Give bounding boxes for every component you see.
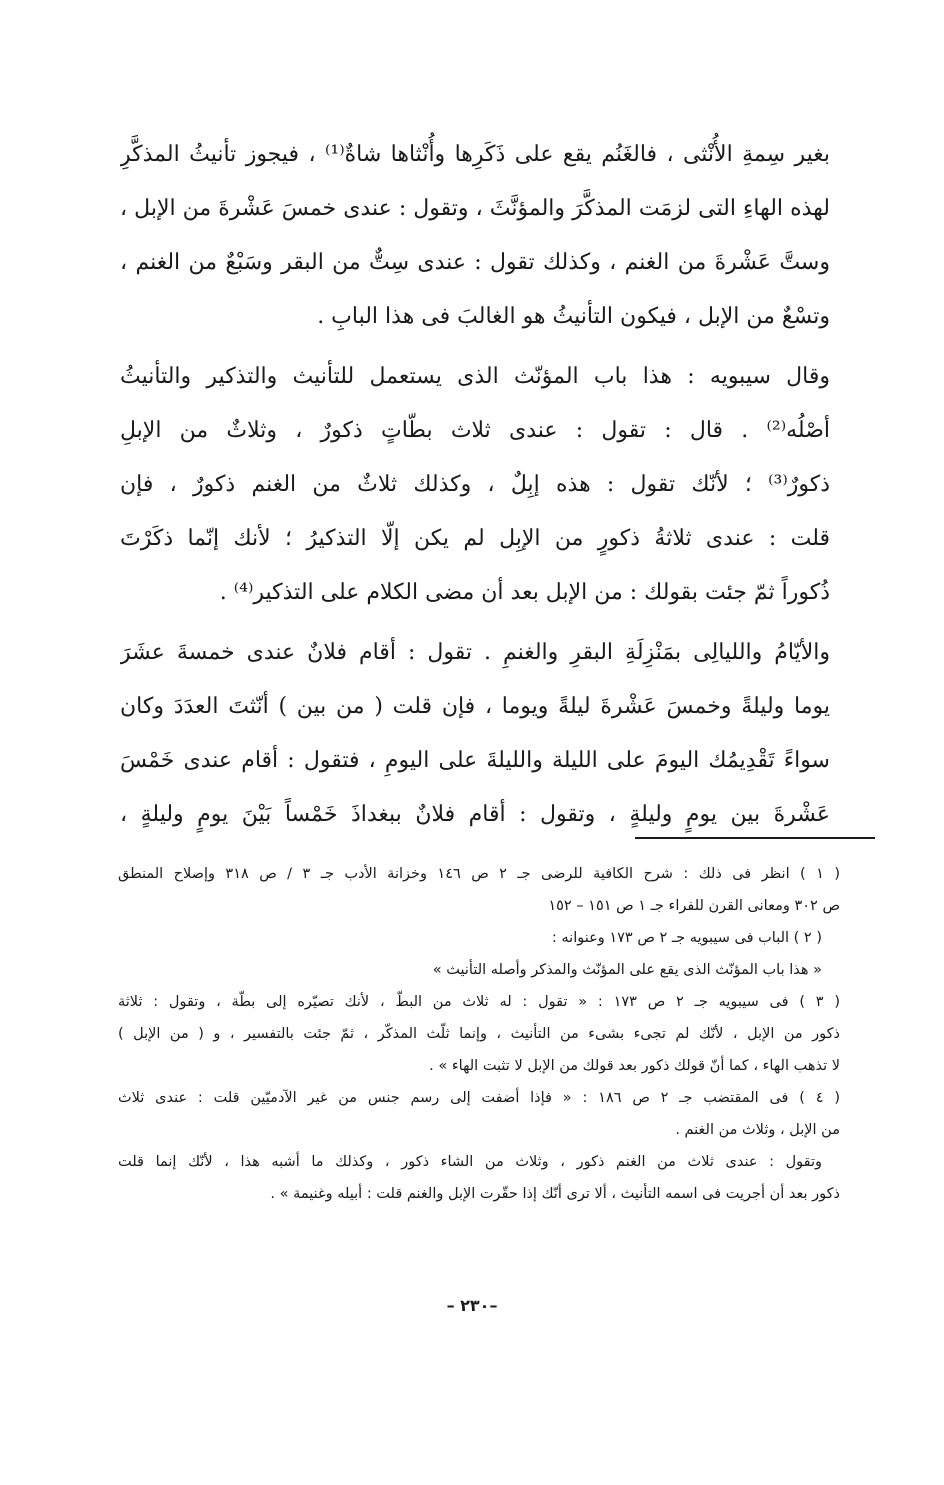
- text-line: وستَّ عَشْرةَ من الغنم ، وكذلك تقول : عندى سِتٌّ من البقر وسَبْعٌ من الغنم ،: [120, 250, 830, 275]
- text-line: عَشْرةَ بين يومٍ وليلةٍ ، وتقول : أقام فلانٌ ببغداذَ خَمْساً بَيْنَ يومٍ وليلةٍ ،: [120, 802, 830, 827]
- text-line: لهذه الهاءِ التى لزمَت المذكَّرَ والمؤنَّثَ ، وتقول : عندى خمسَ عَشْرةَ من الإبل ،: [120, 196, 830, 221]
- footnote-line: وتقول : عندى ثلاث من الغنم ذكور ، وثلاث من الشاء ذكور ، وكذلك ما أشبه هذا ، لأنّك إنما قلت: [118, 1154, 822, 1170]
- footnote-line: ذكور من الإبل ، لأنّك لم تجىء بشىء من التأنيث ، وإنما ثلّث المذكّر ، ثمّ جئت بالتفسير ، و ( من الإبل ): [118, 1026, 840, 1042]
- footnote-line: لا تذهب الهاء ، كما أنّ قولك ذكور بعد قولك من الإبل لا تثبت الهاء » .: [429, 1058, 840, 1074]
- text-line: ذكورٌ⁽³⁾ ؛ لأنّك تقول : هذه إبِلٌ ، وكذلك ثلاثٌ من الغنم ذكورٌ ، فإن: [120, 472, 830, 497]
- footnote-line: ( ١ ) انظر فى ذلك : شرح الكافية للرضى جـ ٢ ص ١٤٦ وخزانة الأدب جـ ٣ / ص ٣١٨ وإصلاح المنطق: [118, 866, 840, 882]
- footnote-line: ( ٢ ) الباب فى سيبويه جـ ٢ ص ١٧٣ وعنوانه :: [551, 930, 822, 946]
- paragraph-3: [120, 626, 830, 842]
- text-line: وتسْعٌ من الإبل ، فيكون التأنيثُ هو الغالبَ فى هذا البابِ .: [317, 304, 830, 329]
- text-line: وقال سيبويه : هذا باب المؤنّث الذى يستعمل للتأنيث والتذكير والتأنيثُ: [120, 364, 830, 389]
- text-line: بغير سِمةِ الأُنْثى ، فالغَنُم يقع على ذَكَرِها وأُنْثاها شاةٌ⁽¹⁾ ، فيجوز تأنيثُ المذكَّرِ: [120, 142, 830, 167]
- footnote-line: ( ٤ ) فى المقتضب جـ ٢ ص ١٨٦ : « فإذا أضفت إلى رسم جنس من غير الآدميّين قلت : عندى ثلاث: [118, 1090, 840, 1106]
- text-line: قلت : عندى ثلاثةُ ذكورٍ من الإبِل لم يكن إلّا التذكيرُ ؛ لأنك إنّما ذكَرْتَ: [120, 526, 830, 551]
- paragraph-2: [120, 350, 830, 620]
- footnotes: [118, 858, 840, 1210]
- page-number: –٢٣٠ –: [446, 1296, 498, 1315]
- text-line: أصْلُه⁽²⁾ . قال : تقول : عندى ثلاث بطّاتٍ ذكورٌ ، وثلاثٌ من الإبلِ: [120, 418, 830, 443]
- footnote-line: « هذا باب المؤنّث الذى يقع على المؤنّث والمذكر وأصله التأنيث »: [432, 962, 822, 978]
- text-line: يوما وليلةً وخمسَ عَشْرةَ ليلةً ويوما ، فإن قلت ( من بين ) أنّثتَ العدَدَ وكان: [120, 694, 830, 719]
- footnote-line: من الإبل ، وثلاث من الغنم .: [675, 1122, 840, 1138]
- main-text-body: [120, 128, 830, 842]
- footnote-line: ص ٣٠٢ ومعانى القرن للفراء جـ ١ ص ١٥١ – ١٥٢: [548, 898, 840, 914]
- text-line: ذُكوراً ثمّ جئت بقولك : من الإبل بعد أن مضى الكلام على التذكير⁽⁴⁾ .: [219, 580, 830, 605]
- footnote-separator: [635, 837, 875, 839]
- paragraph-1: [120, 128, 830, 344]
- text-line: سواءً تَقْدِيمُك اليومَ على الليلة والليلةَ على اليومِ ، فتقول : أقام عندى خَمْسَ: [120, 748, 830, 773]
- footnote-line: ذكور بعد أن أجريت فى اسمه التأنيث ، ألا ترى أنّك إذا حقّرت الإبل والغنم قلت : أبيله وغنيمة » .: [270, 1186, 840, 1202]
- text-line: والأيّامُ والليالِى بمَنْزِلَةِ البقرِ والغنمِ . تقول : أقام فلانٌ عندى خمسةَ عشَرَ: [120, 640, 830, 665]
- footnote-line: ( ٣ ) فى سيبويه جـ ٢ ص ١٧٣ : « تقول : له ثلاث من البطّ ، لأنك تصيّره إلى بطّة ، وتقول : ثلاثة: [118, 994, 840, 1010]
